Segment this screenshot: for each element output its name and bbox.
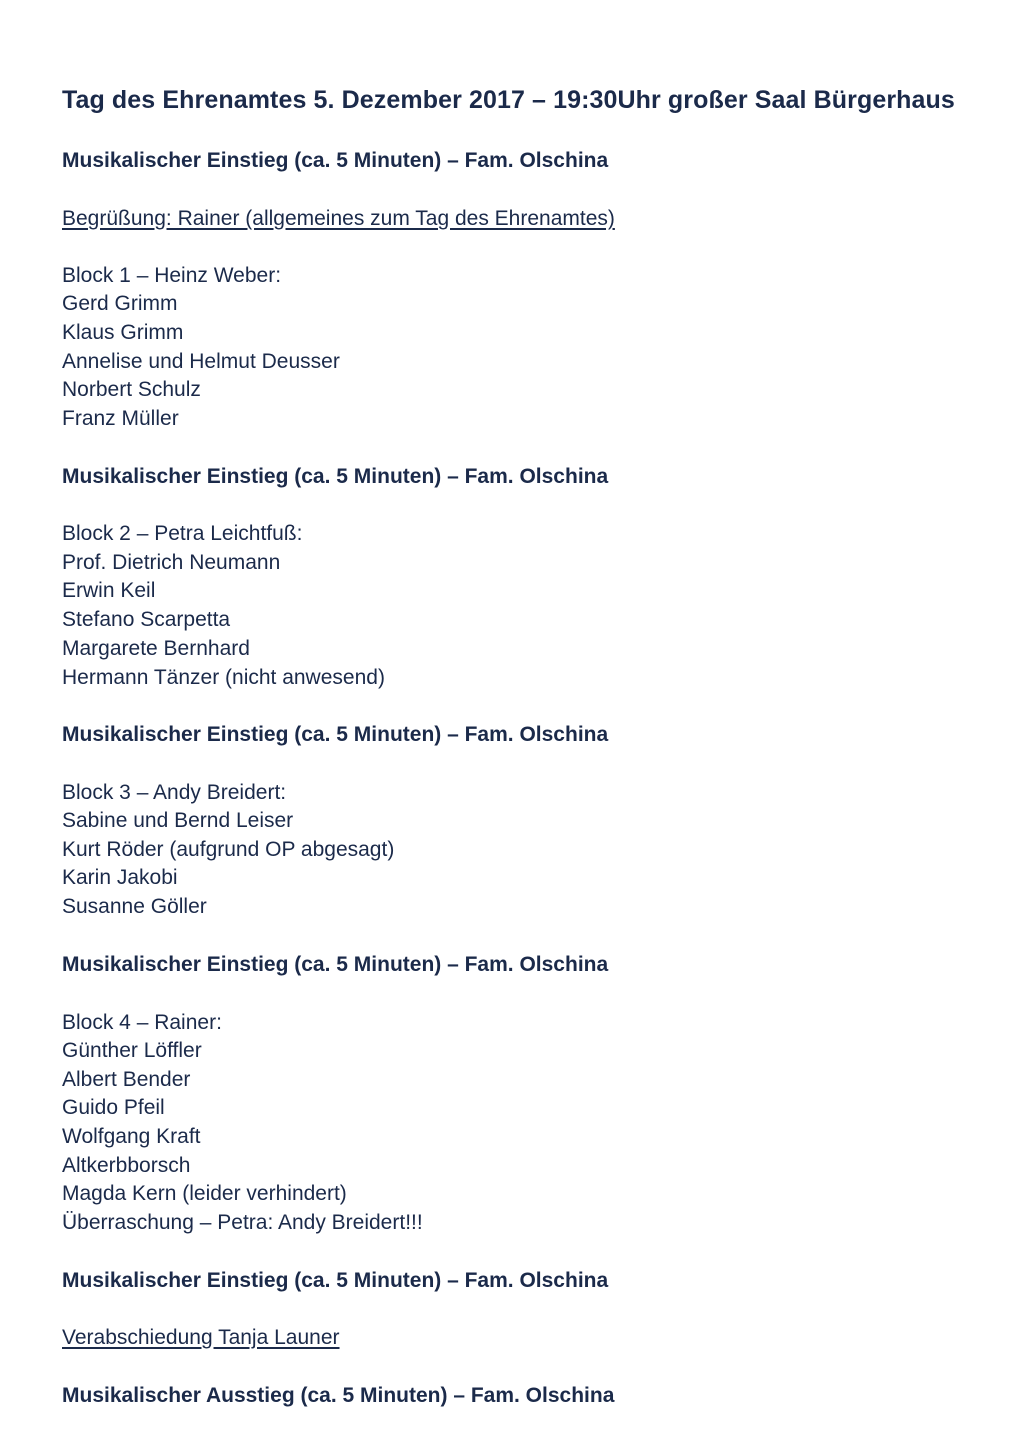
block-2-heading: Block 2 – Petra Leichtfuß: [62,522,303,545]
block-3-name: Susanne Göller [62,895,207,918]
block-1-name: Klaus Grimm [62,321,184,344]
block-1-name: Annelise und Helmut Deusser [62,350,340,373]
block-3-name: Karin Jakobi [62,866,178,889]
block-3-name: Sabine und Bernd Leiser [62,809,294,832]
music-intro-3: Musikalischer Einstieg (ca. 5 Minuten) – Fam. Olschina [62,723,609,746]
music-intro-4: Musikalischer Einstieg (ca. 5 Minuten) – Fam. Olschina [62,953,609,976]
block-1-name: Norbert Schulz [62,378,201,401]
block-4-name: Wolfgang Kraft [62,1125,201,1148]
block-1-name: Franz Müller [62,407,179,430]
farewell: Verabschiedung Tanja Launer [62,1326,340,1349]
block-4-name: Magda Kern (leider verhindert) [62,1182,347,1205]
block-2-name: Hermann Tänzer (nicht anwesend) [62,666,385,689]
block-2-name: Margarete Bernhard [62,637,250,660]
greeting: Begrüßung: Rainer (allgemeines zum Tag des Ehrenamtes) [62,207,615,230]
music-outro: Musikalischer Ausstieg (ca. 5 Minuten) – Fam. Olschina [62,1384,615,1407]
music-intro-2: Musikalischer Einstieg (ca. 5 Minuten) – Fam. Olschina [62,465,609,488]
block-4-name: Altkerbborsch [62,1154,191,1177]
block-3-name: Kurt Röder (aufgrund OP abgesagt) [62,838,395,861]
block-4-heading: Block 4 – Rainer: [62,1011,222,1034]
music-intro-1: Musikalischer Einstieg (ca. 5 Minuten) – Fam. Olschina [62,149,609,172]
page-title: Tag des Ehrenamtes 5. Dezember 2017 – 19:30Uhr großer Saal Bürgerhaus [62,86,955,114]
block-2-name: Prof. Dietrich Neumann [62,551,281,574]
block-4-name: Günther Löffler [62,1039,202,1062]
music-intro-5: Musikalischer Einstieg (ca. 5 Minuten) – Fam. Olschina [62,1269,609,1292]
block-1-heading: Block 1 – Heinz Weber: [62,264,282,287]
block-2-name: Stefano Scarpetta [62,608,231,631]
block-4-name: Guido Pfeil [62,1096,165,1119]
block-2-name: Erwin Keil [62,579,156,602]
block-4-name: Überraschung – Petra: Andy Breidert!!! [62,1211,423,1234]
block-3-heading: Block 3 – Andy Breidert: [62,781,287,804]
block-4-name: Albert Bender [62,1068,191,1091]
block-1-name: Gerd Grimm [62,292,178,315]
